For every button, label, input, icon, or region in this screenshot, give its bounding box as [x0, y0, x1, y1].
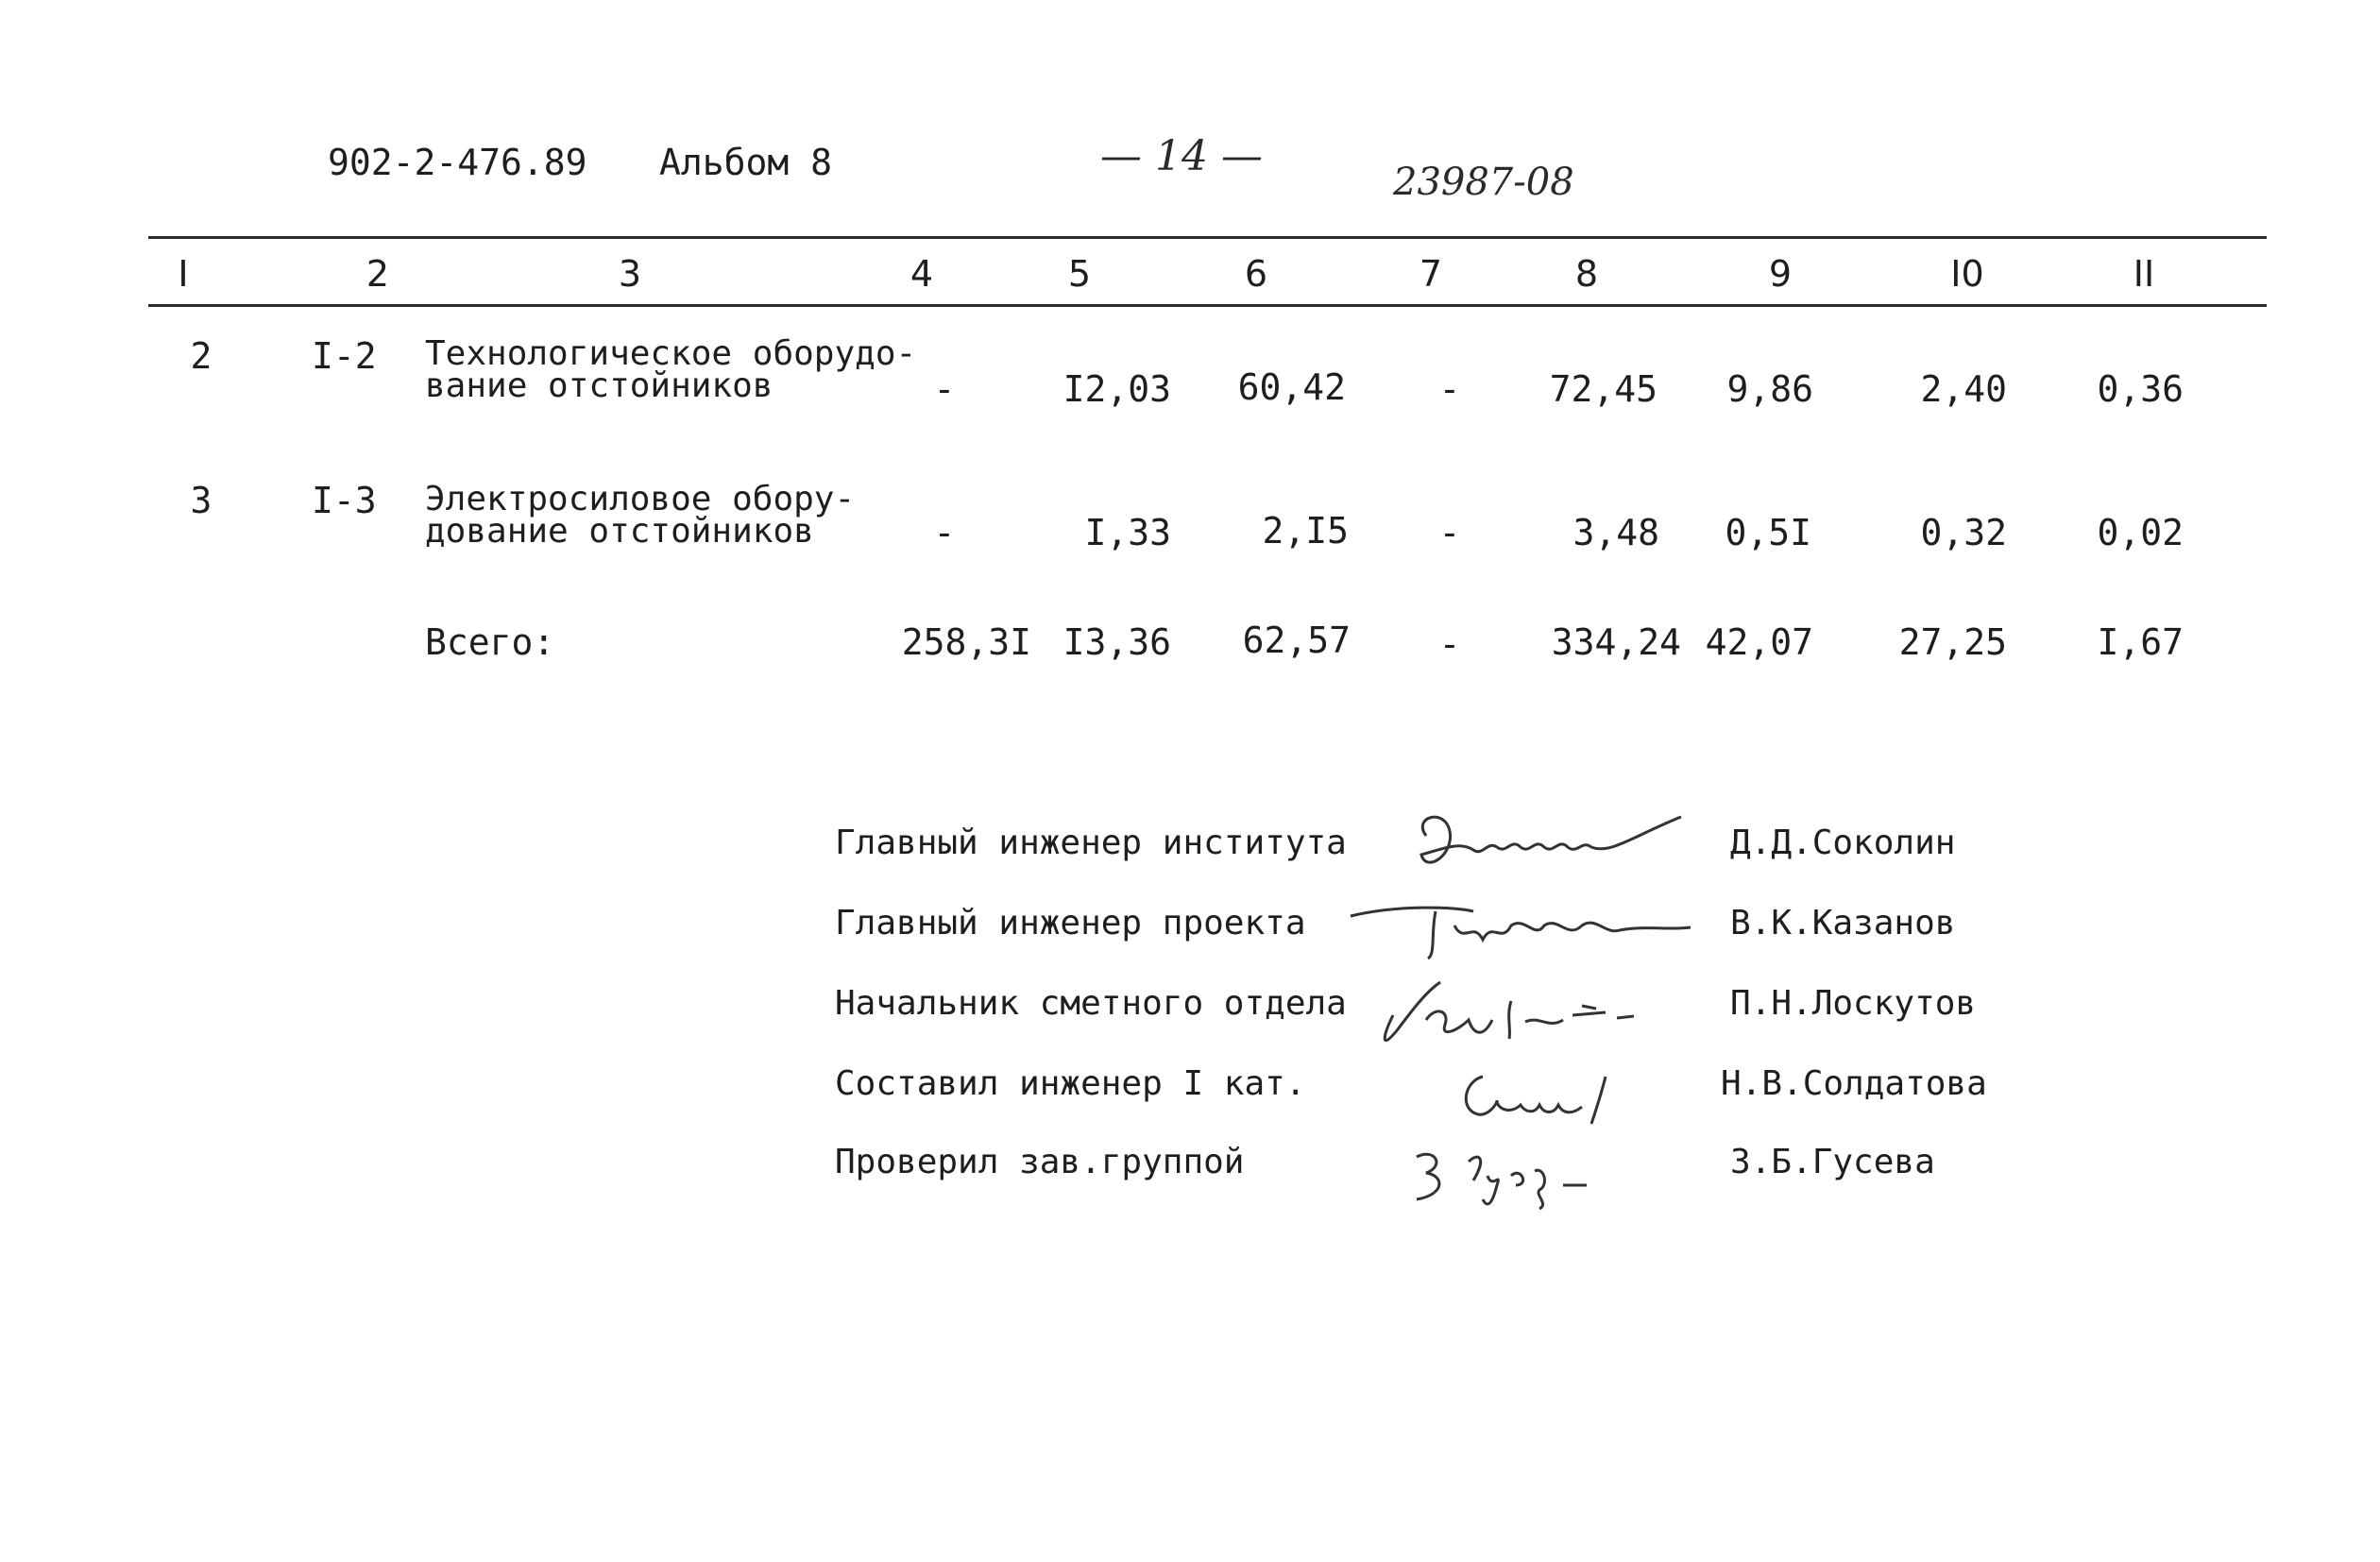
document-code: 902-2-476.89: [328, 142, 587, 183]
album-label: Альбом 8: [659, 142, 833, 183]
row-description: [425, 334, 917, 405]
cell-col7: -: [1438, 512, 1461, 553]
cell-col6: 60,42: [1237, 366, 1346, 408]
column-number: 2: [366, 253, 390, 295]
column-number: II: [2133, 253, 2155, 295]
row-code: I-3: [312, 480, 377, 521]
cell-col10: 2,40: [1920, 368, 2007, 410]
column-number: 8: [1574, 253, 1599, 295]
signatory-name: В.К.Казанов: [1730, 904, 1956, 942]
cell-col9: 9,86: [1726, 368, 1813, 410]
table-top-rule: [148, 236, 2267, 239]
row-description: [425, 480, 856, 551]
signatory-name: Н.В.Солдатова: [1721, 1064, 1987, 1103]
cell-col4: -: [933, 512, 956, 553]
column-number: 6: [1244, 253, 1268, 295]
cell-col9: 0,5I: [1725, 512, 1811, 553]
handwritten-signature: [1341, 888, 1700, 973]
row-number: 2: [190, 335, 212, 377]
column-number: I: [178, 253, 189, 295]
column-number: 4: [910, 253, 934, 295]
total-col7: -: [1438, 623, 1461, 665]
registry-number: 23987-08: [1393, 161, 1574, 204]
column-number: 3: [618, 253, 642, 295]
row-description-line: Технологическое оборудо-: [425, 334, 917, 373]
signatory-title: Главный инженер института: [835, 823, 1347, 862]
page-number: — 14 —: [1100, 132, 1263, 180]
cell-col11: 0,36: [2097, 368, 2184, 410]
total-col5: I3,36: [1062, 621, 1171, 663]
handwritten-signature: [1445, 1058, 1653, 1133]
cell-col11: 0,02: [2097, 512, 2184, 553]
signatory-name: Д.Д.Соколин: [1730, 823, 1956, 862]
total-col9: 42,07: [1705, 621, 1813, 663]
signatory-title: Проверил зав.группой: [835, 1143, 1245, 1181]
total-col11: I,67: [2097, 621, 2184, 663]
column-number: 5: [1067, 253, 1092, 295]
row-description-line: дование отстойников: [425, 512, 814, 551]
signatory-title: Главный инженер проекта: [835, 904, 1306, 942]
signatory-title: Составил инженер I кат.: [835, 1064, 1306, 1103]
cell-col4: -: [933, 368, 956, 410]
handwritten-signature: [1398, 1133, 1643, 1218]
cell-col7: -: [1438, 368, 1461, 410]
column-number: 9: [1768, 253, 1793, 295]
cell-col10: 0,32: [1920, 512, 2007, 553]
row-description-line: вание отстойников: [425, 366, 774, 405]
column-number: I0: [1950, 253, 1984, 295]
table-header-rule: [148, 304, 2267, 307]
total-label: Всего:: [425, 621, 555, 663]
signatory-title: Начальник сметного отдела: [835, 984, 1347, 1023]
column-number: 7: [1419, 253, 1443, 295]
cell-col5: I,33: [1084, 512, 1171, 553]
handwritten-signature: [1369, 963, 1672, 1058]
total-col8: 334,24: [1551, 621, 1681, 663]
cell-col8: 72,45: [1549, 368, 1658, 410]
row-number: 3: [190, 480, 212, 521]
cell-col8: 3,48: [1572, 512, 1659, 553]
cell-col6: 2,I5: [1262, 510, 1349, 552]
row-description-line: Электросиловое обору-: [425, 480, 856, 518]
total-col4: 258,3I: [901, 621, 1031, 663]
total-col10: 27,25: [1898, 621, 2007, 663]
cell-col5: I2,03: [1062, 368, 1171, 410]
handwritten-signature: [1407, 798, 1709, 892]
signatory-name: З.Б.Гусева: [1730, 1143, 1935, 1181]
total-col6: 62,57: [1242, 620, 1351, 661]
row-code: I-2: [312, 335, 377, 377]
signatory-name: П.Н.Лоскутов: [1730, 984, 1977, 1023]
